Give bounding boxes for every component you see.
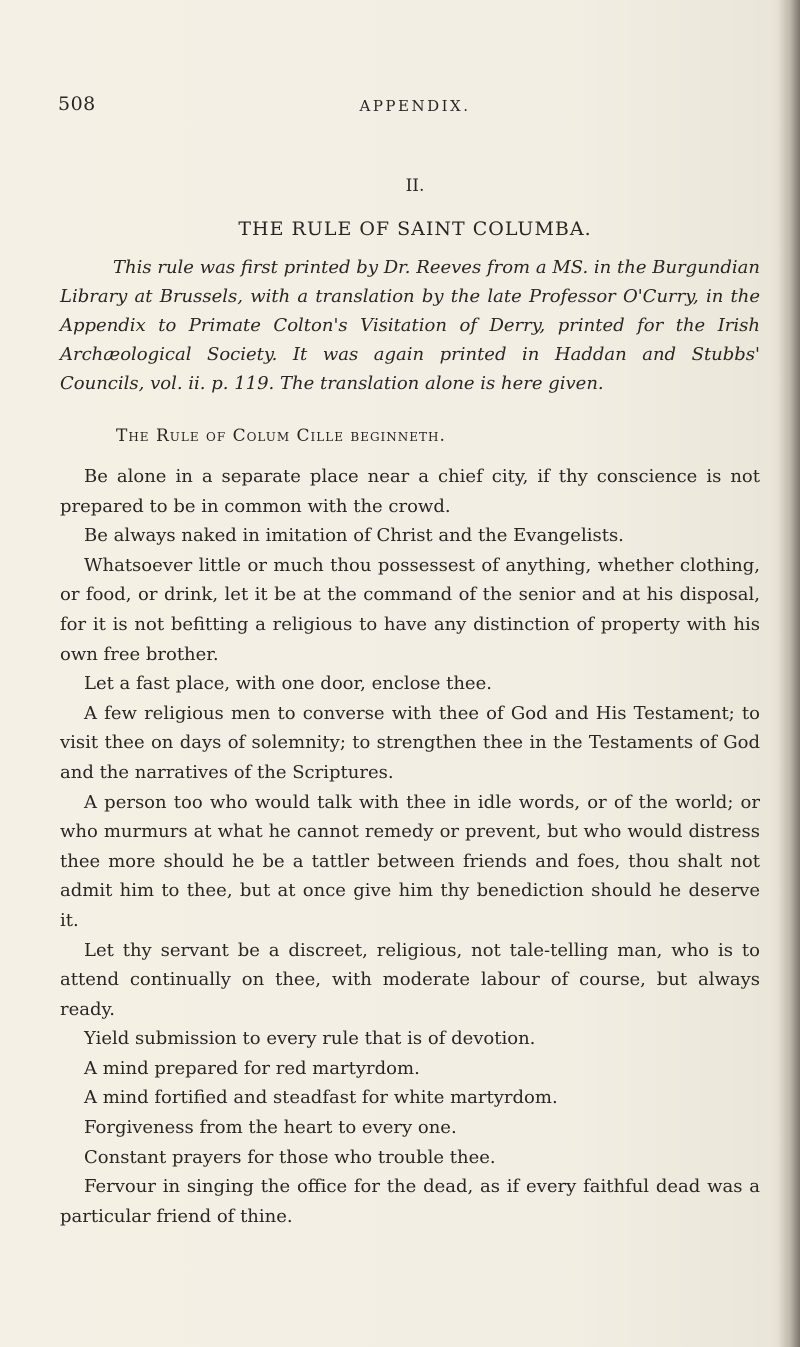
intro-note: This rule was first printed by Dr. Reeves from a MS. in the Burgundian Library at Brussels, with a translation by the late Professor O'Curry, in the Appendix to Primate Colton's Visitation of Derry, printed for the Irish Archæological Society. It was again printed in Haddan and Stubbs' Councils, vol. ii. p. 119. The translation alone is here given. — [60, 257, 760, 394]
page-edge-shadow — [778, 0, 800, 1347]
rule-text — [60, 462, 760, 1231]
paragraph: A mind prepared for red martyrdom. — [84, 1057, 420, 1079]
paragraph: Whatsoever little or much thou possessest of anything, whether clothing, or food, or drink, let it be at the command of the senior and at his disposal, for it is not befitting a religious to have any distinction of property with his own free brother. — [60, 554, 760, 665]
paragraph: Yield submission to every rule that is of devotion. — [84, 1028, 536, 1050]
paragraph: Constant prayers for those who trouble thee. — [84, 1146, 496, 1168]
section-title: THE RULE OF SAINT COLUMBA. — [238, 218, 592, 240]
paragraph: Let thy servant be a discreet, religious, not tale-telling man, who is to attend continually on thee, with moderate labour of course, but always ready. — [60, 939, 760, 1020]
rule-heading: The Rule of Colum Cille beginneth. — [116, 426, 446, 446]
page-number: 508 — [58, 93, 96, 115]
paragraph: Be alone in a separate place near a chief city, if thy conscience is not prepared to be in common with the crowd. — [60, 466, 760, 517]
paragraph: Be always naked in imitation of Christ and the Evangelists. — [84, 525, 624, 547]
paragraph: A person too who would talk with thee in idle words, or of the world; or who murmurs at what he cannot remedy or prevent, but who would distress thee more should he be a tattler between friends and foes, thou shalt not admit him to thee, but at once give him thy benediction should he deserve it. — [60, 791, 760, 931]
running-head: APPENDIX. — [359, 97, 471, 115]
section-number: II. — [405, 176, 425, 196]
paragraph: A few religious men to converse with thee of God and His Testament; to visit thee on days of solemnity; to strengthen thee in the Testaments of God and the narratives of the Scriptures. — [60, 702, 760, 783]
paragraph: A mind fortified and steadfast for white martyrdom. — [84, 1087, 558, 1109]
paragraph: Forgiveness from the heart to every one. — [84, 1117, 457, 1139]
paragraph: Fervour in singing the office for the dead, as if every faithful dead was a particular friend of thine. — [60, 1176, 760, 1227]
paragraph: Let a fast place, with one door, enclose thee. — [84, 673, 492, 695]
